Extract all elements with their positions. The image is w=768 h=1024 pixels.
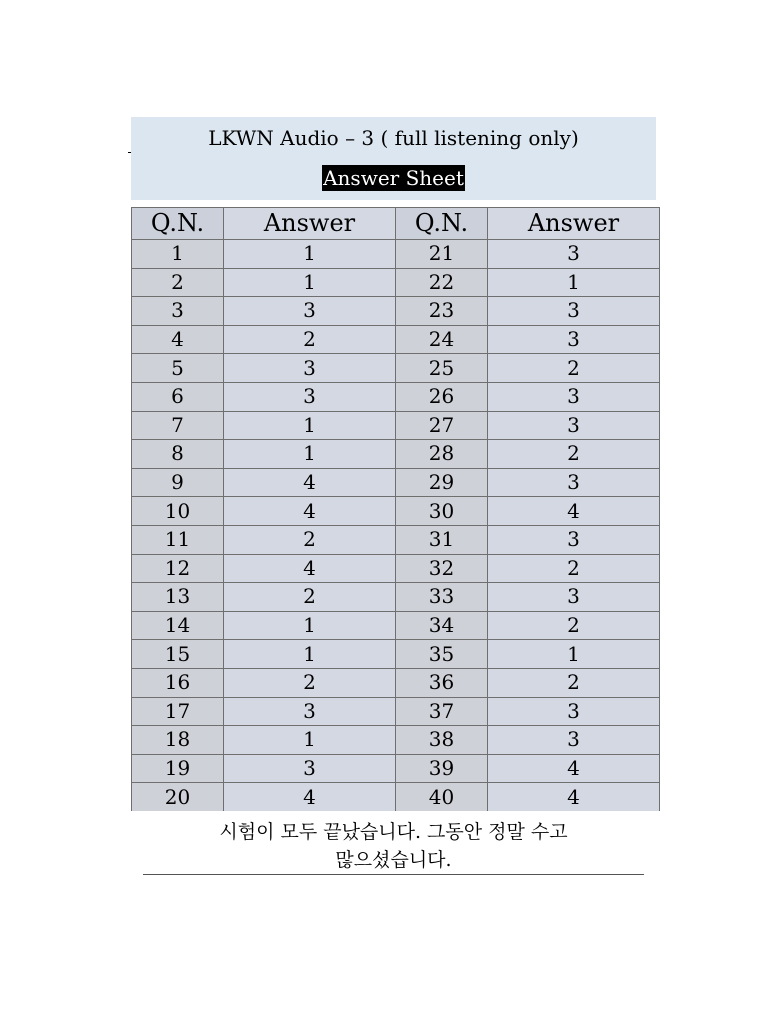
answer-value: 1: [224, 726, 396, 755]
answer-value: 4: [224, 554, 396, 583]
question-number: 38: [396, 726, 488, 755]
answer-value: 2: [488, 668, 660, 697]
question-number: 6: [132, 382, 224, 411]
question-number: 11: [132, 525, 224, 554]
answer-value: 1: [224, 240, 396, 269]
table-row: [132, 554, 660, 583]
answer-value: 3: [488, 382, 660, 411]
question-number: 12: [132, 554, 224, 583]
question-number: 4: [132, 325, 224, 354]
question-number: 33: [396, 583, 488, 612]
answer-value: 1: [224, 611, 396, 640]
question-number: 34: [396, 611, 488, 640]
question-number: 36: [396, 668, 488, 697]
answer-value: 3: [488, 325, 660, 354]
table-row: [132, 440, 660, 469]
table-row: [132, 382, 660, 411]
table-row: [132, 668, 660, 697]
column-header-qn: Q.N.: [132, 208, 224, 240]
answer-value: 2: [224, 668, 396, 697]
margin-mark: [128, 152, 131, 153]
closing-message-line: 많으셨습니다.: [335, 849, 452, 871]
table-header-row: [132, 208, 660, 240]
question-number: 16: [132, 668, 224, 697]
answer-value: 4: [488, 754, 660, 783]
question-number: 27: [396, 411, 488, 440]
question-number: 29: [396, 468, 488, 497]
answer-value: 1: [224, 440, 396, 469]
answer-table: [131, 207, 660, 811]
answer-value: 2: [224, 325, 396, 354]
question-number: 7: [132, 411, 224, 440]
answer-value: 1: [224, 268, 396, 297]
table-row: [132, 325, 660, 354]
answer-value: 3: [488, 240, 660, 269]
answer-value: 3: [224, 297, 396, 326]
question-number: 13: [132, 583, 224, 612]
closing-message-line: 시험이 모두 끝났습니다. 그동안 정말 수고: [219, 821, 568, 843]
table-row: [132, 754, 660, 783]
table-row: [132, 525, 660, 554]
answer-value: 3: [224, 382, 396, 411]
question-number: 39: [396, 754, 488, 783]
answer-value: 3: [488, 297, 660, 326]
question-number: 25: [396, 354, 488, 383]
answer-value: 3: [488, 583, 660, 612]
question-number: 9: [132, 468, 224, 497]
table-row: [132, 354, 660, 383]
question-number: 19: [132, 754, 224, 783]
question-number: 32: [396, 554, 488, 583]
question-number: 23: [396, 297, 488, 326]
answer-value: 3: [488, 525, 660, 554]
question-number: 35: [396, 640, 488, 669]
question-number: 22: [396, 268, 488, 297]
question-number: 2: [132, 268, 224, 297]
column-header-qn: Q.N.: [396, 208, 488, 240]
table-row: [132, 411, 660, 440]
question-number: 40: [396, 783, 488, 811]
answer-value: 2: [488, 354, 660, 383]
column-header-answer: Answer: [224, 208, 396, 240]
question-number: 24: [396, 325, 488, 354]
question-number: 17: [132, 697, 224, 726]
table-row: [132, 268, 660, 297]
table-row: [132, 297, 660, 326]
column-header-answer: Answer: [488, 208, 660, 240]
question-number: 5: [132, 354, 224, 383]
answer-value: 3: [224, 697, 396, 726]
answer-value: 3: [488, 468, 660, 497]
answer-value: 3: [224, 354, 396, 383]
answer-value: 4: [224, 468, 396, 497]
answer-value: 2: [224, 583, 396, 612]
question-number: 26: [396, 382, 488, 411]
question-number: 3: [132, 297, 224, 326]
answer-value: 1: [488, 268, 660, 297]
answer-value: 4: [224, 783, 396, 811]
question-number: 10: [132, 497, 224, 526]
answer-value: 3: [488, 411, 660, 440]
footer-rule: [143, 874, 644, 875]
table-row: [132, 726, 660, 755]
answer-value: 1: [224, 640, 396, 669]
question-number: 28: [396, 440, 488, 469]
document-title: LKWN Audio – 3 ( full listening only): [208, 126, 579, 150]
header-box: [131, 117, 656, 200]
answer-value: 1: [488, 640, 660, 669]
answer-value: 2: [224, 525, 396, 554]
question-number: 8: [132, 440, 224, 469]
question-number: 18: [132, 726, 224, 755]
answer-value: 1: [224, 411, 396, 440]
answer-value: 2: [488, 440, 660, 469]
question-number: 30: [396, 497, 488, 526]
question-number: 31: [396, 525, 488, 554]
question-number: 15: [132, 640, 224, 669]
answer-sheet-label: Answer Sheet: [323, 166, 464, 190]
answer-value: 3: [224, 754, 396, 783]
question-number: 37: [396, 697, 488, 726]
question-number: 1: [132, 240, 224, 269]
closing-message: [143, 818, 644, 874]
table-row: [132, 783, 660, 811]
answer-value: 3: [488, 697, 660, 726]
table-row: [132, 240, 660, 269]
table-row: [132, 468, 660, 497]
table-row: [132, 497, 660, 526]
answer-value: 3: [488, 726, 660, 755]
answer-value: 4: [488, 783, 660, 811]
table-row: [132, 611, 660, 640]
answer-value: 4: [224, 497, 396, 526]
question-number: 21: [396, 240, 488, 269]
table-row: [132, 697, 660, 726]
answer-value: 2: [488, 554, 660, 583]
table-row: [132, 640, 660, 669]
table-row: [132, 583, 660, 612]
answer-value: 4: [488, 497, 660, 526]
answer-value: 2: [488, 611, 660, 640]
question-number: 20: [132, 783, 224, 811]
question-number: 14: [132, 611, 224, 640]
